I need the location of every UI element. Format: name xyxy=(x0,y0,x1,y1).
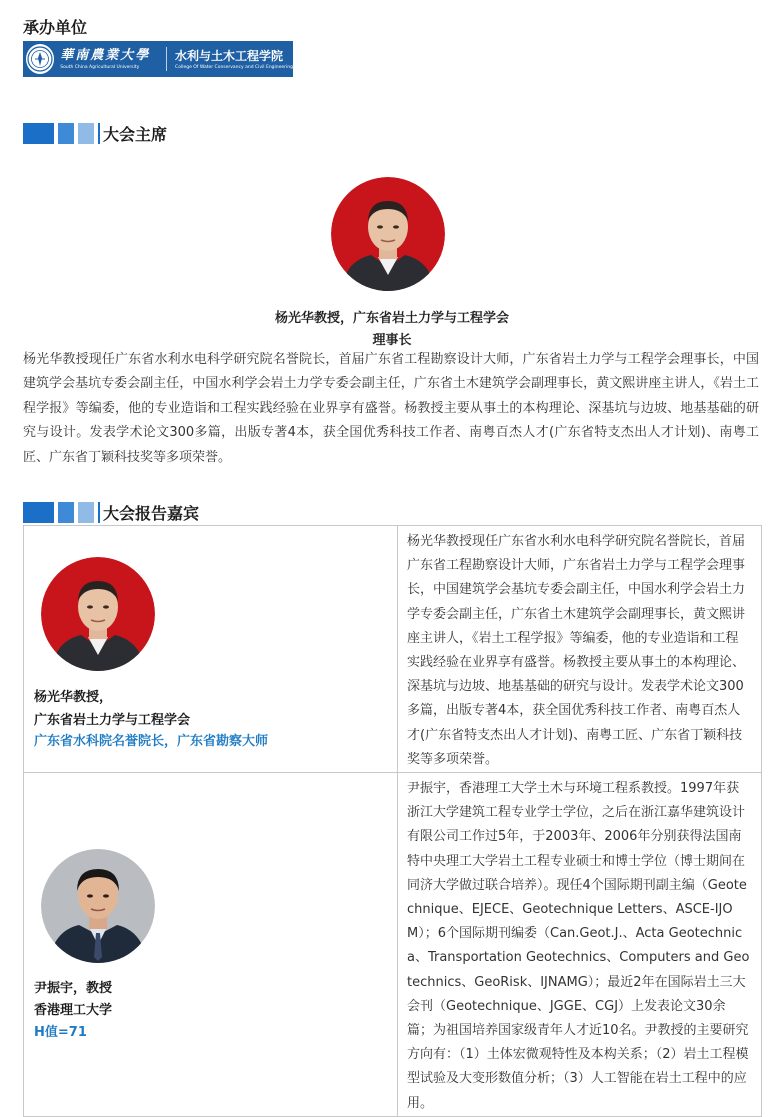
chair-portrait xyxy=(331,177,445,291)
speaker-affiliation: 香港理工大学 xyxy=(34,1003,113,1018)
header-bar xyxy=(98,502,100,523)
header-block-icon xyxy=(23,502,54,523)
speaker-highlight: H值=71 xyxy=(34,1025,87,1040)
logo-college-cn: 水利与土木工程学院 xyxy=(175,48,284,63)
header-block-icon xyxy=(58,502,74,523)
logo-divider xyxy=(166,47,167,71)
chair-name: 杨光华教授，广东省岩土力学与工程学会 xyxy=(274,311,509,326)
speakers-table xyxy=(23,525,762,1117)
speaker-name: 尹振宇，教授 xyxy=(34,981,113,996)
speaker-portrait xyxy=(41,849,155,963)
speakers-section-title: 大会报告嘉宾 xyxy=(103,503,200,523)
table-divider xyxy=(397,526,398,1116)
logo-college-en: College Of Water Conservancy and Civil Engineering xyxy=(175,64,293,70)
chair-bio: 杨光华教授现任广东省水利水电科学研究院名誉院长，首届广东省工程勘察设计大师，广东省岩土力学与工程学会理事长，中国建筑学会基坑专委会副主任，中国水利学会岩土力学专委会副主任，广东省土木建筑学会副理事长，黄文熙讲座主讲人，《岩土工程学报》等编委，他的专业造诣和工程实践经验在业界享有盛誉。杨教授主要从事土的本构理论、深基坑与边坡、地基基础的研究与设计。发表学术论文300多篇，出版专著4本，获全国优秀科技工作者、南粤百杰人才(广东省特支杰出人才计划)、南粤工匠、广东省丁颖科技奖等多项荣誉。 xyxy=(23,352,759,465)
header-block-icon xyxy=(23,123,54,144)
header-block-icon xyxy=(78,123,94,144)
speakers-section-header xyxy=(23,501,199,523)
speaker-name: 杨光华教授， xyxy=(34,690,113,705)
header-block-icon xyxy=(78,502,94,523)
speaker-portrait xyxy=(41,557,155,671)
logo-university-cn: 華南農業大學 xyxy=(60,47,151,63)
speaker-affiliation: 广东省岩土力学与工程学会 xyxy=(34,713,191,728)
chair-title: 理事长 xyxy=(372,333,412,348)
chair-section-header xyxy=(23,122,167,144)
chair-section-title: 大会主席 xyxy=(103,124,168,144)
university-seal-icon xyxy=(26,44,54,74)
speaker-bio: 尹振宇，香港理工大学土木与环境工程系教授。1997年获浙江大学建筑工程专业学士学位，之后在浙江嘉华建筑设计有限公司工作过5年，于2003年、2006年分别获得法国南特中央理工大学岩土工程专业硕士和博士学位（博士期间在同济大学做过联合培养）。现任4个国际期刊副主编（Geotechnique、EJECE、Geotechnique Letters、ASCE-IJOM）；6个国际期刊编委（Can.Geot.J.、Acta Geotechnica、Transportation Geotechnics、Computers and Geotechnics、GeoRisk、IJNAMG）；最近2年在国际岩土三大会刊（Geotechnique、JGGE、CGJ）上发表论文30余篇；为祖国培养国家级青年人才近10名。尹教授的主要研究方向有：（1）土体宏微观特性及本构关系；（2）岩土工程模型试验及大变形数值分析；（3）人工智能在岩土工程中的应用。 xyxy=(407,781,750,1111)
college-logo xyxy=(23,41,293,77)
speaker-highlight: 广东省水科院名誉院长，广东省勘察大师 xyxy=(34,734,269,749)
header-bar xyxy=(98,123,100,144)
organizer-title: 承办单位 xyxy=(23,18,88,37)
header-block-icon xyxy=(58,123,74,144)
speaker-bio: 杨光华教授现任广东省水利水电科学研究院名誉院长，首届广东省工程勘察设计大师，广东省岩土力学与工程学会理事长，中国建筑学会基坑专委会副主任，中国水利学会岩土力学专委会副主任，广东省土木建筑学会副理事长，黄文熙讲座主讲人，《岩土工程学报》等编委，他的专业造诣和工程实践经验在业界享有盛誉。杨教授主要从事土的本构理论、深基坑与边坡、地基基础的研究与设计。发表学术论文300多篇，出版专著4本，获全国优秀科技工作者、南粤百杰人才(广东省特支杰出人才计划)、南粤工匠、广东省丁颖科技奖等多项荣誉。 xyxy=(407,534,746,767)
table-divider xyxy=(24,772,761,773)
logo-university-en: South China Agricultural University xyxy=(60,64,140,70)
